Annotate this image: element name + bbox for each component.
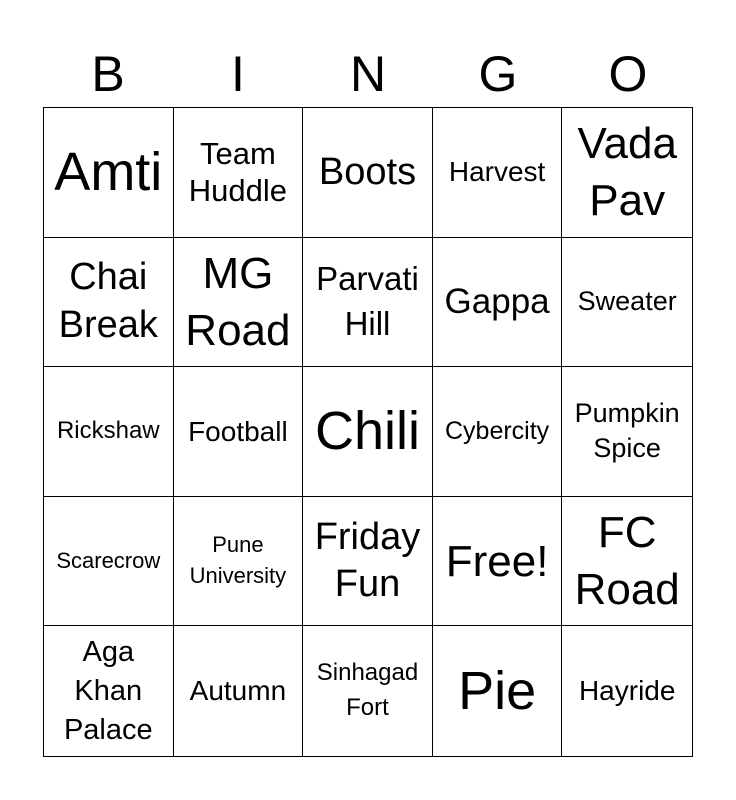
cell-label: Friday Fun (314, 515, 421, 606)
cell-label: Chai Break (58, 256, 158, 346)
bingo-cell[interactable] (562, 626, 692, 756)
cell-label: Sinhagad Fort (316, 659, 419, 722)
cell-label: Team Huddle (188, 136, 288, 209)
cell-label: Chili (314, 401, 420, 462)
bingo-cell[interactable] (433, 367, 563, 497)
bingo-cell[interactable] (174, 238, 304, 368)
bingo-cell[interactable] (44, 108, 174, 238)
cell-label: Scarecrow (56, 547, 161, 573)
cell-label: FC Road (574, 507, 680, 615)
bingo-cell[interactable] (562, 497, 692, 627)
cell-label: Cybercity (445, 417, 550, 446)
bingo-cell[interactable] (562, 367, 692, 497)
bingo-cell[interactable] (303, 238, 433, 368)
header-letter-n: N (349, 46, 387, 102)
bingo-cell[interactable] (562, 108, 692, 238)
cell-label: Pumpkin Spice (574, 398, 680, 464)
cell-label: MG Road (185, 248, 291, 355)
bingo-cell[interactable] (44, 238, 174, 368)
bingo-cell[interactable] (174, 108, 304, 238)
cell-label: Harvest (448, 156, 546, 188)
bingo-cell[interactable] (174, 626, 304, 756)
header-letter-i: I (231, 46, 245, 102)
bingo-cell[interactable] (433, 626, 563, 756)
header-letter-g: G (478, 46, 518, 102)
bingo-header (43, 40, 693, 108)
cell-label: Pune University (189, 532, 287, 589)
bingo-board (43, 107, 693, 757)
cell-label: Boots (318, 150, 417, 193)
cell-label: Rickshaw (56, 417, 160, 445)
cell-label: Hayride (578, 675, 676, 707)
cell-label: Vada Pav (577, 119, 677, 226)
cell-label: Amti (54, 142, 163, 203)
header-letter-b: B (91, 46, 125, 102)
cell-label: Gappa (444, 282, 550, 322)
cell-label: Sweater (577, 286, 677, 317)
bingo-cell[interactable] (303, 626, 433, 756)
bingo-cell[interactable] (44, 497, 174, 627)
bingo-cell[interactable] (303, 108, 433, 238)
bingo-cell[interactable] (433, 497, 563, 627)
bingo-cell[interactable] (303, 367, 433, 497)
cell-label: Pie (458, 660, 537, 721)
bingo-cell[interactable] (174, 367, 304, 497)
cell-label: Aga Khan Palace (63, 635, 153, 746)
bingo-cell[interactable] (433, 108, 563, 238)
bingo-cell[interactable] (44, 626, 174, 756)
header-letter-o: O (608, 46, 648, 102)
cell-label: Free! (445, 536, 549, 586)
bingo-cell[interactable] (174, 497, 304, 627)
bingo-cell[interactable] (44, 367, 174, 497)
bingo-cell[interactable] (433, 238, 563, 368)
bingo-cell[interactable] (562, 238, 692, 368)
cell-label: Parvati Hill (316, 260, 419, 342)
cell-label: Football (188, 415, 288, 447)
bingo-cell[interactable] (303, 497, 433, 627)
cell-label: Autumn (189, 675, 287, 707)
